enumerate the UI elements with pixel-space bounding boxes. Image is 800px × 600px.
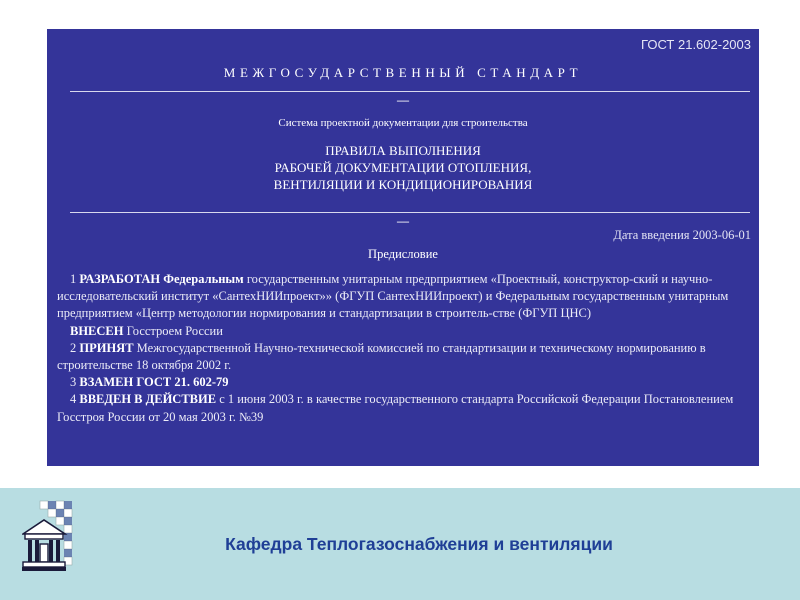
item-number: 4 xyxy=(70,392,77,407)
item-label: ВВЕДЕН В ДЕЙСТВИЕ xyxy=(79,392,217,407)
item-number: 3 xyxy=(70,375,77,390)
preface-body xyxy=(57,271,751,426)
item-number: 1 xyxy=(70,272,77,286)
item-number: 2 xyxy=(70,340,77,355)
department-name: Кафедра Теплогазоснабжения и вентиляции xyxy=(225,534,613,554)
interstate-standard-heading: МЕЖГОСУДАРСТВЕННЫЙ СТАНДАРТ xyxy=(223,65,583,80)
preface-item xyxy=(57,271,751,323)
title-line: ВЕНТИЛЯЦИИ И КОНДИЦИОНИРОВАНИЯ xyxy=(273,177,533,192)
preface-item xyxy=(57,340,751,374)
divider-top xyxy=(70,91,750,92)
item-text: с 1 июня 2003 г. в качестве государственного стандарта Российской Федерации Постановлением Госстроя России от 20 мая 2003 г. №39 xyxy=(57,392,734,424)
item-label: ВЗАМЕН ГОСТ 21. 602-79 xyxy=(79,375,229,390)
standard-title xyxy=(47,142,759,193)
item-label: ВНЕСЕН xyxy=(70,323,124,338)
divider-bottom xyxy=(70,212,750,213)
dash-mark-1: — xyxy=(397,93,409,107)
item-label: РАЗРАБОТАН Федеральным xyxy=(79,272,244,286)
preface-item xyxy=(57,323,751,340)
dash-mark-2: — xyxy=(397,214,409,228)
item-text: Госстроем России xyxy=(126,323,223,338)
preface-item xyxy=(57,391,751,425)
standard-document-panel xyxy=(47,29,759,466)
footer-band xyxy=(0,488,800,600)
title-line: РАБОЧЕЙ ДОКУМЕНТАЦИИ ОТОПЛЕНИЯ, xyxy=(274,160,532,175)
system-subtitle: Система проектной документации для строительства xyxy=(278,117,528,129)
item-text: Межгосударственной Научно-технической комиссией по стандартизации и техническому нормированию в строительстве 18 октября 2002 г. xyxy=(57,340,706,373)
title-line: ПРАВИЛА ВЫПОЛНЕНИЯ xyxy=(325,143,481,158)
preface-item xyxy=(57,374,751,391)
standard-code: ГОСТ 21.602-2003 xyxy=(641,37,751,52)
item-label: ПРИНЯТ xyxy=(79,340,134,355)
item-text: государственным унитарным предрприятием «Проектный, конструктор-ский и научно-исследовательский институт «СантехНИИпроект»» (ФГУП СантехНИИпроект) и Федеральным государственным унитарным предприятием «Центр методологии нормирования и стандартизации в строитель-стве (ФГУП ЦНС) xyxy=(57,272,729,321)
preface-heading: Предисловие xyxy=(368,247,438,261)
introduction-date: Дата введения 2003-06-01 xyxy=(613,228,751,242)
